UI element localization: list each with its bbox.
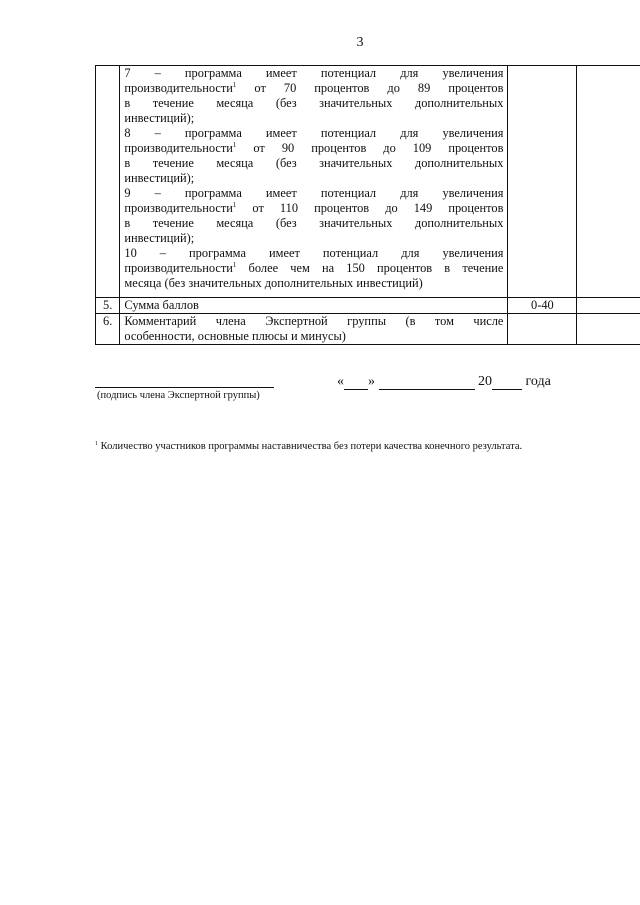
criteria-item xyxy=(124,186,503,246)
month-blank xyxy=(379,375,475,390)
comment-label-line: особенности, основные плюсы и минусы) xyxy=(124,329,346,343)
extra-cell xyxy=(577,66,640,298)
row-number-cell: 6. xyxy=(96,314,120,345)
criteria-line: в течение месяца (без значительных дополнительных xyxy=(124,156,504,170)
footnote-reference: 1 xyxy=(232,261,237,269)
date-line xyxy=(337,374,551,390)
row-number-cell: 5. xyxy=(96,298,120,314)
year-century: 20 xyxy=(478,374,492,389)
table-row xyxy=(96,314,640,345)
criteria-line: 8 – программа имеет потенциал для увеличения xyxy=(124,126,504,140)
row-number-cell xyxy=(96,66,120,298)
signature-line xyxy=(95,387,274,388)
criteria-item xyxy=(124,246,503,291)
footnote-reference: 1 xyxy=(232,81,237,89)
criteria-line: 10 – программа имеет потенциал для увеличения xyxy=(124,246,504,260)
criteria-line: месяца (без значительных дополнительных инвестиций) xyxy=(124,276,423,290)
criteria-line: в течение месяца (без значительных дополнительных xyxy=(124,216,504,230)
criteria-line: производительности$^1$ от 110 процентов до 149 процентов xyxy=(124,201,504,215)
criteria-line: производительности$^1$ от 90 процентов до 109 процентов xyxy=(124,141,504,155)
footnote-text: Количество участников программы наставничества без потери качества конечного результата. xyxy=(100,441,523,452)
criteria-line: 7 – программа имеет потенциал для увеличения xyxy=(124,66,504,80)
row-label-cell xyxy=(120,314,508,345)
comment-label-line: Комментарий члена Экспертной группы (в том числе xyxy=(124,314,504,328)
score-cell xyxy=(508,314,577,345)
extra-cell xyxy=(577,314,640,345)
criteria-line: производительности$^1$ от 70 процентов до 89 процентов xyxy=(124,81,504,95)
criteria-line: инвестиций); xyxy=(124,231,195,245)
extra-cell xyxy=(577,298,640,314)
criteria-line: 9 – программа имеет потенциал для увеличения xyxy=(124,186,504,200)
criteria-list xyxy=(124,66,503,291)
signature-caption: (подпись члена Экспертной группы) xyxy=(97,390,260,401)
date-open-quote: « xyxy=(337,374,344,389)
criteria-item xyxy=(124,126,503,186)
footnote xyxy=(95,441,522,452)
criteria-line: инвестиций); xyxy=(124,171,195,185)
score-cell xyxy=(508,66,577,298)
row-label-cell: Сумма баллов xyxy=(120,298,508,314)
criteria-description-cell xyxy=(120,66,508,298)
page-number: 3 xyxy=(356,35,364,50)
criteria-line: производительности$^1$ более чем на 150 процентов в течение xyxy=(124,261,504,275)
score-range-cell: 0-40 xyxy=(508,298,577,314)
footnote-reference: 1 xyxy=(232,141,237,149)
year-word: года xyxy=(525,374,551,389)
table-row xyxy=(96,298,640,314)
criteria-item xyxy=(124,66,503,126)
evaluation-table xyxy=(95,65,640,345)
footnote-reference: 1 xyxy=(232,201,237,209)
criteria-line: инвестиций); xyxy=(124,111,195,125)
table-row xyxy=(96,66,640,298)
date-close-quote: » xyxy=(368,374,375,389)
footnote-marker: 1 xyxy=(95,441,98,447)
criteria-line: в течение месяца (без значительных дополнительных xyxy=(124,96,504,110)
year-blank xyxy=(492,375,522,390)
day-blank xyxy=(344,375,368,390)
